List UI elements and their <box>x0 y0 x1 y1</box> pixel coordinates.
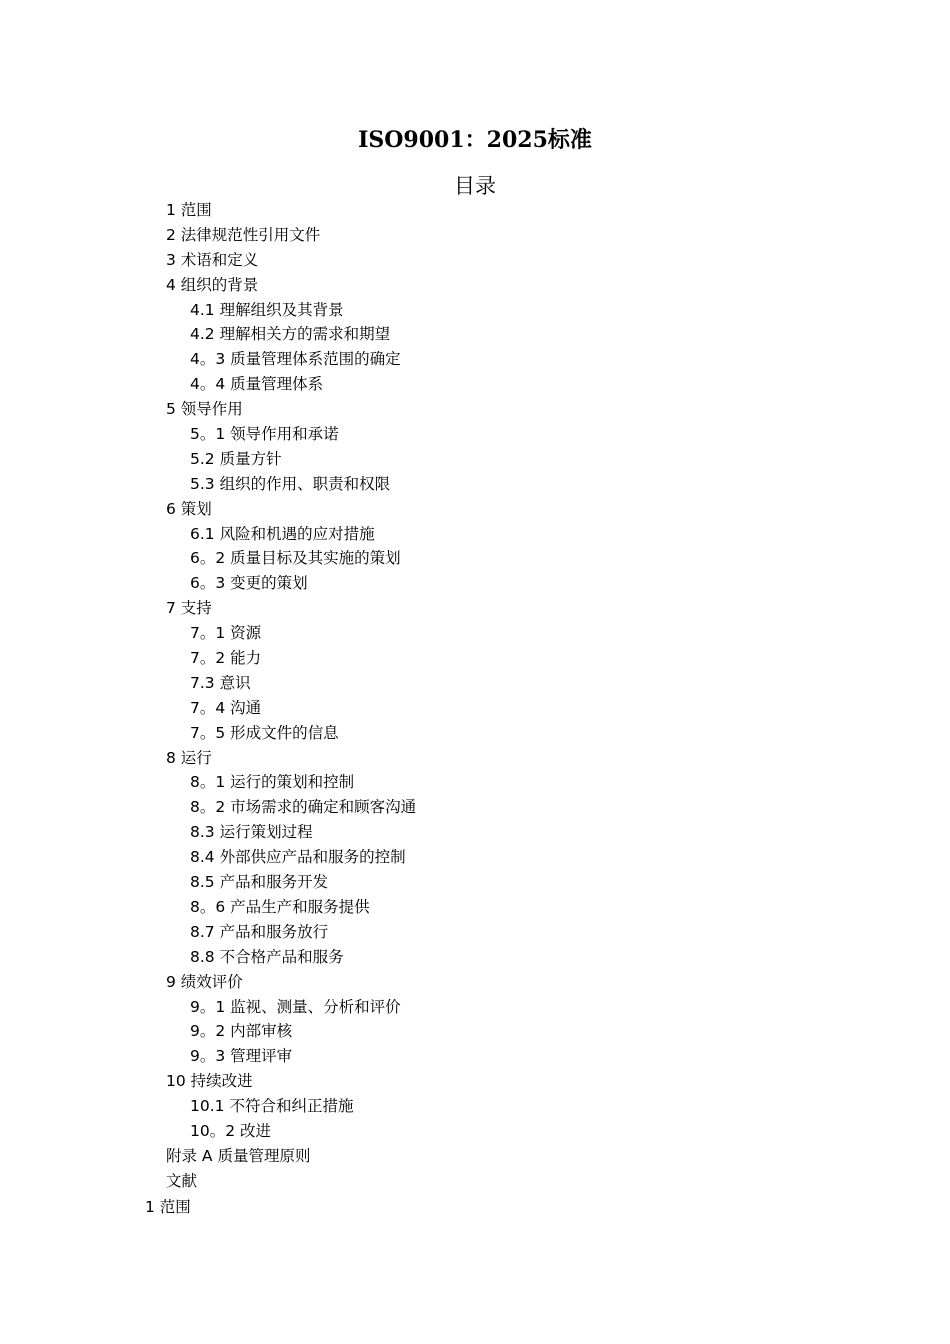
toc-chapter-item: 7 支持 <box>166 599 212 618</box>
toc-section-item: 4.1 理解组织及其背景 <box>190 300 344 319</box>
toc-chapter-item: 8 运行 <box>166 748 212 767</box>
toc-section-item: 8.4 外部供应产品和服务的控制 <box>190 848 406 867</box>
toc-section-item: 8。2 市场需求的确定和顾客沟通 <box>190 798 417 817</box>
toc-section-item: 6。3 变更的策划 <box>190 574 308 593</box>
toc-section-item: 6.1 风险和机遇的应对措施 <box>190 524 375 543</box>
toc-chapter-item: 10 持续改进 <box>166 1072 253 1091</box>
toc-section-item: 5.2 质量方针 <box>190 449 282 468</box>
toc-chapter-item: 2 法律规范性引用文件 <box>166 225 321 244</box>
toc-section-item: 6。2 质量目标及其实施的策划 <box>190 549 401 568</box>
toc-chapter-item: 4 组织的背景 <box>166 275 259 294</box>
toc-section-item: 4.2 理解相关方的需求和期望 <box>190 325 391 344</box>
toc-section-item: 8。1 运行的策划和控制 <box>190 773 355 792</box>
section-heading: 1 范围 <box>145 1198 191 1216</box>
toc-section-item: 8.7 产品和服务放行 <box>190 922 329 941</box>
toc-chapter-item: 1 范围 <box>166 201 212 219</box>
toc-section-item: 8。6 产品生产和服务提供 <box>190 897 370 916</box>
toc-chapter-item: 3 术语和定义 <box>166 250 259 269</box>
table-of-contents <box>0 198 950 1194</box>
toc-section-item: 9。2 内部审核 <box>190 1022 293 1041</box>
toc-section-item: 5。1 领导作用和承诺 <box>190 425 339 444</box>
toc-chapter-item: 9 绩效评价 <box>166 972 243 991</box>
toc-section-item: 4。3 质量管理体系范围的确定 <box>190 350 401 369</box>
toc-section-item: 9。3 管理评审 <box>190 1047 293 1066</box>
toc-section-item: 8.8 不合格产品和服务 <box>190 947 344 966</box>
toc-section-item: 10.1 不符合和纠正措施 <box>190 1097 354 1116</box>
toc-chapter-item: 5 领导作用 <box>166 400 243 419</box>
toc-chapter-item: 6 策划 <box>166 499 212 518</box>
toc-section-item: 9。1 监视、测量、分析和评价 <box>190 997 401 1016</box>
document-title: ISO9001：2025标准 <box>358 127 592 153</box>
toc-section-item: 7.3 意识 <box>190 673 251 692</box>
toc-section-item: 4。4 质量管理体系 <box>190 375 324 394</box>
toc-chapter-item: 附录 A 质量管理原则 <box>166 1146 311 1165</box>
toc-section-item: 7。5 形成文件的信息 <box>190 723 339 742</box>
toc-chapter-item: 文献 <box>166 1171 198 1190</box>
toc-section-item: 7。4 沟通 <box>190 698 262 717</box>
toc-section-item: 7。1 资源 <box>190 624 262 643</box>
toc-section-item: 7。2 能力 <box>190 649 262 668</box>
toc-section-item: 8.3 运行策划过程 <box>190 823 313 842</box>
toc-section-item: 10。2 改进 <box>190 1121 272 1140</box>
toc-section-item: 5.3 组织的作用、职责和权限 <box>190 474 391 493</box>
toc-heading: 目录 <box>454 174 496 198</box>
toc-section-item: 8.5 产品和服务开发 <box>190 873 329 892</box>
